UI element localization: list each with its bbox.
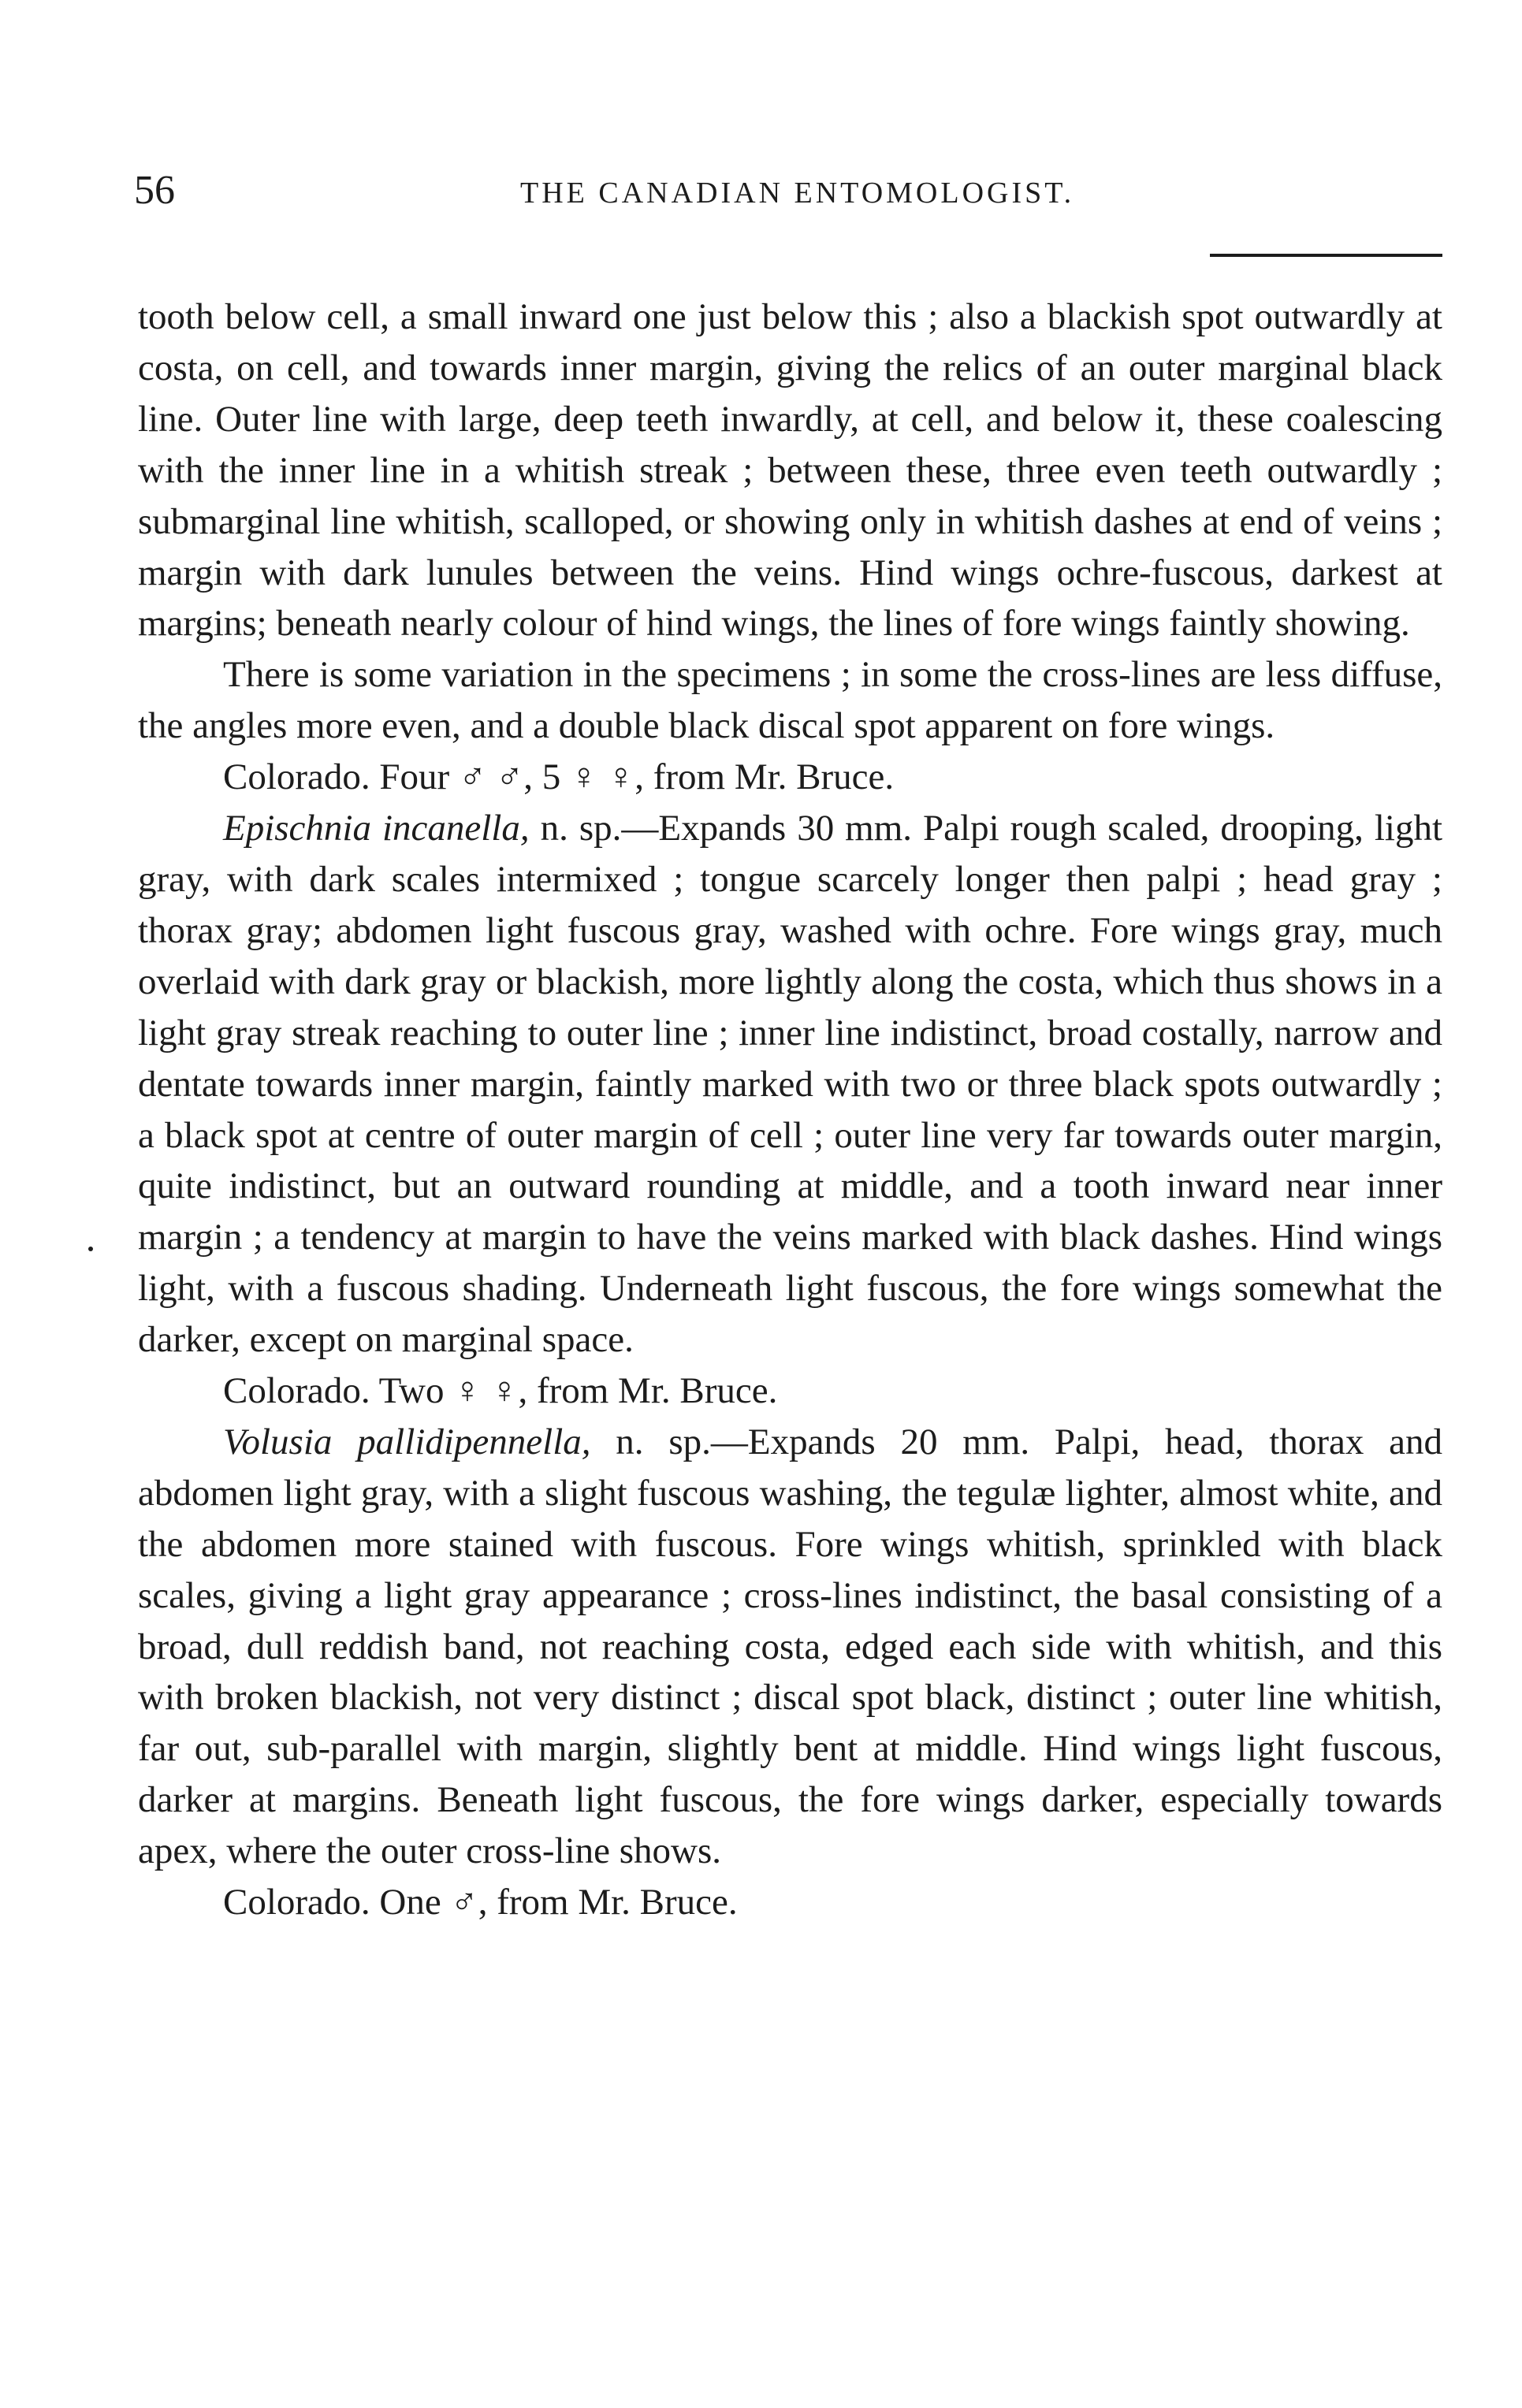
paragraph-species-epischnia (138, 803, 1442, 1366)
paragraph-locality-1: Colorado. Four ♂ ♂, 5 ♀ ♀, from Mr. Bruce. (223, 756, 895, 798)
margin-speck (88, 1247, 93, 1251)
journal-title: THE CANADIAN ENTOMOLOGIST. (520, 177, 1075, 210)
paragraph-continued-description: tooth below cell, a small inward one just below this ; also a blackish spot outwardly at costa, on cell, and towards inner margin, giving the relics of an outer marginal black line. Outer line with large, deep teeth inwardly, at cell, and below it, these coalescing with the inner line in a whitish streak ; between these, three even teeth outwardly ; submarginal line whitish, scalloped, or showing only in whitish dashes at end of veins ; margin with dark lunules between the veins. Hind wings ochre-fuscous, darkest at margins; beneath nearly colour of hind wings, the lines of fore wings faintly showing. (138, 296, 1442, 645)
paragraph-locality-2: Colorado. Two ♀ ♀, from Mr. Bruce. (223, 1370, 778, 1412)
header-rule (1210, 254, 1442, 257)
running-head (134, 167, 1435, 222)
paragraph-locality-3: Colorado. One ♂, from Mr. Bruce. (223, 1882, 738, 1923)
species-name-volusia: Volusia pallidipennella, (223, 1421, 591, 1462)
paragraph-variation-note: There is some variation in the specimens ; in some the cross-lines are less diffuse, the angles more even, and a double black discal spot apparent on fore wings. (138, 654, 1442, 747)
page-number: 56 (134, 168, 175, 213)
species-description-volusia: n. sp.—Expands 20 mm. Palpi, head, thorax and abdomen light gray, with a slight fuscous washing, the tegulæ lighter, almost white, and the abdomen more stained with fuscous. Fore wings whitish, sprinkled with black scales, giving a light gray appearance ; cross-lines indistinct, the basal consisting of a broad, dull reddish band, not reaching costa, edged each side with whitish, and this with broken blackish, not very distinct ; discal spot black, distinct ; outer line whitish, far out, sub-parallel with margin, slightly bent at middle. Hind wings light fuscous, darker at margins. Beneath light fuscous, the fore wings darker, especially towards apex, where the outer cross-line shows. (138, 1421, 1442, 1872)
species-description-epischnia: n. sp.—Expands 30 mm. Palpi rough scaled, drooping, light gray, with dark scales intermixed ; tongue scarcely longer then palpi ; head gray ; thorax gray; abdomen light fuscous gray, washed with ochre. Fore wings gray, much overlaid with dark gray or blackish, more lightly along the costa, which thus shows in a light gray streak reaching to outer line ; inner line indistinct, broad costally, narrow and dentate towards inner margin, faintly marked with two or three black spots outwardly ; a black spot at centre of outer margin of cell ; outer line very far towards outer margin, quite indistinct, but an outward rounding at middle, and a tooth inward near inner margin ; a tendency at margin to have the veins marked with black dashes. Hind wings light, with a fuscous shading. Underneath light fuscous, the fore wings somewhat the darker, except on marginal space. (138, 808, 1442, 1361)
paragraph-species-volusia (138, 1417, 1442, 1877)
species-name-epischnia: Epischnia incanella, (223, 808, 530, 849)
body-text (138, 292, 1442, 1928)
